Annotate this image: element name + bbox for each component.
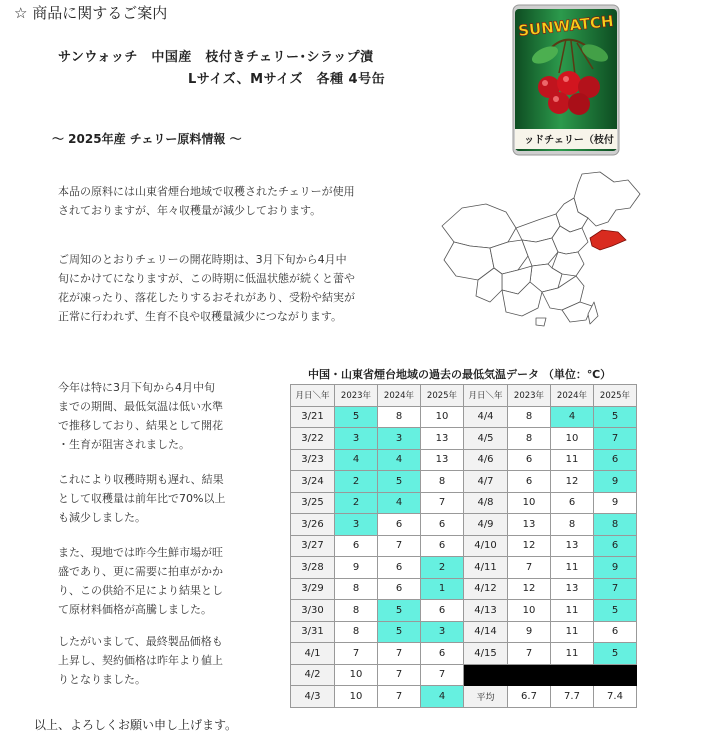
table-cell: 12 bbox=[508, 535, 551, 557]
table-cell: 7.7 bbox=[551, 686, 594, 708]
table-cell: 5 bbox=[594, 406, 637, 428]
table-cell: 3 bbox=[378, 428, 421, 450]
can-label-text: ッドチェリー（枝付 bbox=[524, 135, 614, 146]
table-cell: 10 bbox=[508, 492, 551, 514]
table-cell bbox=[508, 664, 551, 686]
table-row bbox=[291, 471, 637, 493]
table-cell: 7 bbox=[378, 686, 421, 708]
table-cell: 4/15 bbox=[464, 643, 508, 665]
paragraph-market: また、現地では昨今生鮮市場が旺 盛であり、更に需要に拍車がかか り、この供給不足により結果とし て原材料価格が高騰しました。 bbox=[58, 546, 223, 616]
table-cell: 6 bbox=[508, 471, 551, 493]
table-cell: 6 bbox=[594, 535, 637, 557]
table-cell: 13 bbox=[421, 449, 464, 471]
table-cell: 7 bbox=[508, 557, 551, 579]
table-cell: 7 bbox=[378, 664, 421, 686]
table-cell: 4 bbox=[335, 449, 378, 471]
table-cell: 3/22 bbox=[291, 428, 335, 450]
table-cell: 10 bbox=[551, 428, 594, 450]
section-title: ～ 2025年産 チェリー原料情報 ～ bbox=[52, 132, 242, 146]
table-cell: 6 bbox=[421, 643, 464, 665]
table-cell: 8 bbox=[551, 514, 594, 536]
table-cell: 8 bbox=[378, 406, 421, 428]
table-cell: 6 bbox=[594, 449, 637, 471]
table-row bbox=[291, 406, 637, 428]
table-cell: 8 bbox=[594, 514, 637, 536]
table-cell: 4/8 bbox=[464, 492, 508, 514]
table-cell: 6 bbox=[378, 557, 421, 579]
table-cell: 11 bbox=[551, 557, 594, 579]
table-cell: 11 bbox=[551, 600, 594, 622]
table-cell: 3/30 bbox=[291, 600, 335, 622]
table-cell: 11 bbox=[551, 449, 594, 471]
table-cell: 4/3 bbox=[291, 686, 335, 708]
table-row bbox=[291, 664, 637, 686]
table-cell: 5 bbox=[378, 471, 421, 493]
table-cell: 3/31 bbox=[291, 621, 335, 643]
table-cell: 4/10 bbox=[464, 535, 508, 557]
table-cell: 9 bbox=[508, 621, 551, 643]
table-cell: 7 bbox=[421, 492, 464, 514]
table-cell: 6 bbox=[421, 514, 464, 536]
table-cell: 11 bbox=[551, 643, 594, 665]
table-header: 2025年 bbox=[421, 385, 464, 407]
table-cell: 2 bbox=[335, 492, 378, 514]
paragraph-blossom: ご周知のとおりチェリーの開花時期は、3月下旬から4月中 旬にかけてになりますが、この時期に低温状態が続くと蕾や 花が凍ったり、落花したりするおそれがあり、受粉や結実が 正常に行われず、生育不良や収穫量減少につながります。 bbox=[58, 253, 355, 323]
table-cell: 4/2 bbox=[291, 664, 335, 686]
table-cell: 3/24 bbox=[291, 471, 335, 493]
table-cell: 3 bbox=[335, 428, 378, 450]
table-cell: 4/1 bbox=[291, 643, 335, 665]
table-cell: 12 bbox=[551, 471, 594, 493]
table-cell: 3/26 bbox=[291, 514, 335, 536]
table-cell: 6 bbox=[378, 578, 421, 600]
table-row bbox=[291, 514, 637, 536]
table-cell bbox=[594, 664, 637, 686]
can-brand-text: SUNWATCH bbox=[517, 12, 615, 40]
table-cell bbox=[551, 664, 594, 686]
table-cell: 3/23 bbox=[291, 449, 335, 471]
table-cell: 6 bbox=[551, 492, 594, 514]
table-cell: 平均 bbox=[464, 686, 508, 708]
table-cell: 3/21 bbox=[291, 406, 335, 428]
table-cell: 4/13 bbox=[464, 600, 508, 622]
table-cell: 10 bbox=[508, 600, 551, 622]
table-row bbox=[291, 557, 637, 579]
table-cell bbox=[464, 664, 508, 686]
table-cell: 6 bbox=[378, 514, 421, 536]
table-cell: 8 bbox=[335, 578, 378, 600]
table-cell: 4 bbox=[378, 449, 421, 471]
table-cell: 4 bbox=[421, 686, 464, 708]
table-cell: 7 bbox=[508, 643, 551, 665]
temperature-table bbox=[290, 384, 637, 708]
table-header: 2023年 bbox=[335, 385, 378, 407]
table-cell: 9 bbox=[594, 471, 637, 493]
closing-text: 以上、よろしくお願い申し上げます。 bbox=[34, 718, 238, 732]
table-cell: 4/14 bbox=[464, 621, 508, 643]
table-row bbox=[291, 643, 637, 665]
table-cell: 6 bbox=[594, 621, 637, 643]
table-cell: 8 bbox=[421, 471, 464, 493]
table-cell: 13 bbox=[551, 535, 594, 557]
table-cell: 6 bbox=[508, 449, 551, 471]
table-cell: 9 bbox=[335, 557, 378, 579]
table-cell: 7 bbox=[421, 664, 464, 686]
product-subtitle: Lサイズ、Mサイズ 各種 4号缶 bbox=[188, 72, 386, 87]
table-cell: 10 bbox=[421, 406, 464, 428]
table-header: 2024年 bbox=[551, 385, 594, 407]
table-cell: 3/27 bbox=[291, 535, 335, 557]
table-header: 月日＼年 bbox=[464, 385, 508, 407]
table-cell: 5 bbox=[378, 600, 421, 622]
table-row bbox=[291, 686, 637, 708]
shandong-region bbox=[590, 230, 626, 250]
table-cell: 8 bbox=[335, 621, 378, 643]
table-cell: 2 bbox=[335, 471, 378, 493]
table-cell: 4/7 bbox=[464, 471, 508, 493]
table-row bbox=[291, 449, 637, 471]
table-header: 月日＼年 bbox=[291, 385, 335, 407]
china-map-image bbox=[432, 168, 644, 330]
table-cell: 9 bbox=[594, 492, 637, 514]
table-header: 2024年 bbox=[378, 385, 421, 407]
table-title: 中国・山東省煙台地域の過去の最低気温データ （単位：℃） bbox=[308, 368, 612, 381]
paragraph-this-year: 今年は特に3月下旬から4月中旬 までの期間、最低気温は低い水準 で推移しており、結果として開花 ・生育が阻害されました。 bbox=[58, 381, 223, 451]
table-cell: 8 bbox=[508, 428, 551, 450]
table-row bbox=[291, 621, 637, 643]
table-cell: 1 bbox=[421, 578, 464, 600]
table-cell: 8 bbox=[335, 600, 378, 622]
product-can-image bbox=[511, 3, 621, 157]
table-cell: 7 bbox=[594, 428, 637, 450]
table-cell: 10 bbox=[335, 664, 378, 686]
table-cell: 7 bbox=[335, 643, 378, 665]
table-cell: 5 bbox=[594, 600, 637, 622]
table-cell: 3/28 bbox=[291, 557, 335, 579]
table-cell: 5 bbox=[335, 406, 378, 428]
table-cell: 4/4 bbox=[464, 406, 508, 428]
table-cell: 3 bbox=[421, 621, 464, 643]
table-cell: 4 bbox=[378, 492, 421, 514]
table-cell: 13 bbox=[508, 514, 551, 536]
table-cell: 3/25 bbox=[291, 492, 335, 514]
table-row bbox=[291, 428, 637, 450]
table-cell: 6 bbox=[335, 535, 378, 557]
table-cell: 6 bbox=[421, 535, 464, 557]
table-cell: 6 bbox=[421, 600, 464, 622]
table-cell: 4/11 bbox=[464, 557, 508, 579]
table-cell: 7 bbox=[594, 578, 637, 600]
paragraph-intro: 本品の原料には山東省煙台地域で収穫されたチェリーが使用 されておりますが、年々収穫量が減少しております。 bbox=[58, 185, 355, 217]
table-header: 2023年 bbox=[508, 385, 551, 407]
table-cell: 8 bbox=[508, 406, 551, 428]
table-cell: 2 bbox=[421, 557, 464, 579]
table-cell: 4/12 bbox=[464, 578, 508, 600]
product-title: サンウォッチ 中国産 枝付きチェリー･シラップ漬 bbox=[58, 50, 374, 65]
table-cell: 12 bbox=[508, 578, 551, 600]
paragraph-harvest: これにより収穫時期も遅れ、結果 として収穫量は前年比で70%以上 も減少しました。 bbox=[58, 473, 226, 524]
table-cell: 5 bbox=[594, 643, 637, 665]
table-cell: 5 bbox=[378, 621, 421, 643]
table-row bbox=[291, 578, 637, 600]
table-cell: 3 bbox=[335, 514, 378, 536]
table-header-row bbox=[291, 385, 637, 407]
table-cell: 4/5 bbox=[464, 428, 508, 450]
table-cell: 6.7 bbox=[508, 686, 551, 708]
table-cell: 13 bbox=[421, 428, 464, 450]
table-cell: 7 bbox=[378, 643, 421, 665]
table-cell: 10 bbox=[335, 686, 378, 708]
table-cell: 9 bbox=[594, 557, 637, 579]
table-cell: 13 bbox=[551, 578, 594, 600]
table-row bbox=[291, 492, 637, 514]
table-row bbox=[291, 600, 637, 622]
table-cell: 11 bbox=[551, 621, 594, 643]
table-cell: 7 bbox=[378, 535, 421, 557]
table-cell: 7.4 bbox=[594, 686, 637, 708]
page-heading: ☆ 商品に関するご案内 bbox=[14, 4, 168, 22]
table-row bbox=[291, 535, 637, 557]
table-cell: 4/6 bbox=[464, 449, 508, 471]
table-cell: 4/9 bbox=[464, 514, 508, 536]
table-header: 2025年 bbox=[594, 385, 637, 407]
table-cell: 3/29 bbox=[291, 578, 335, 600]
paragraph-price: したがいまして、最終製品価格も 上昇し、契約価格は昨年より値上 りとなりました。 bbox=[58, 635, 223, 686]
table-cell: 4 bbox=[551, 406, 594, 428]
